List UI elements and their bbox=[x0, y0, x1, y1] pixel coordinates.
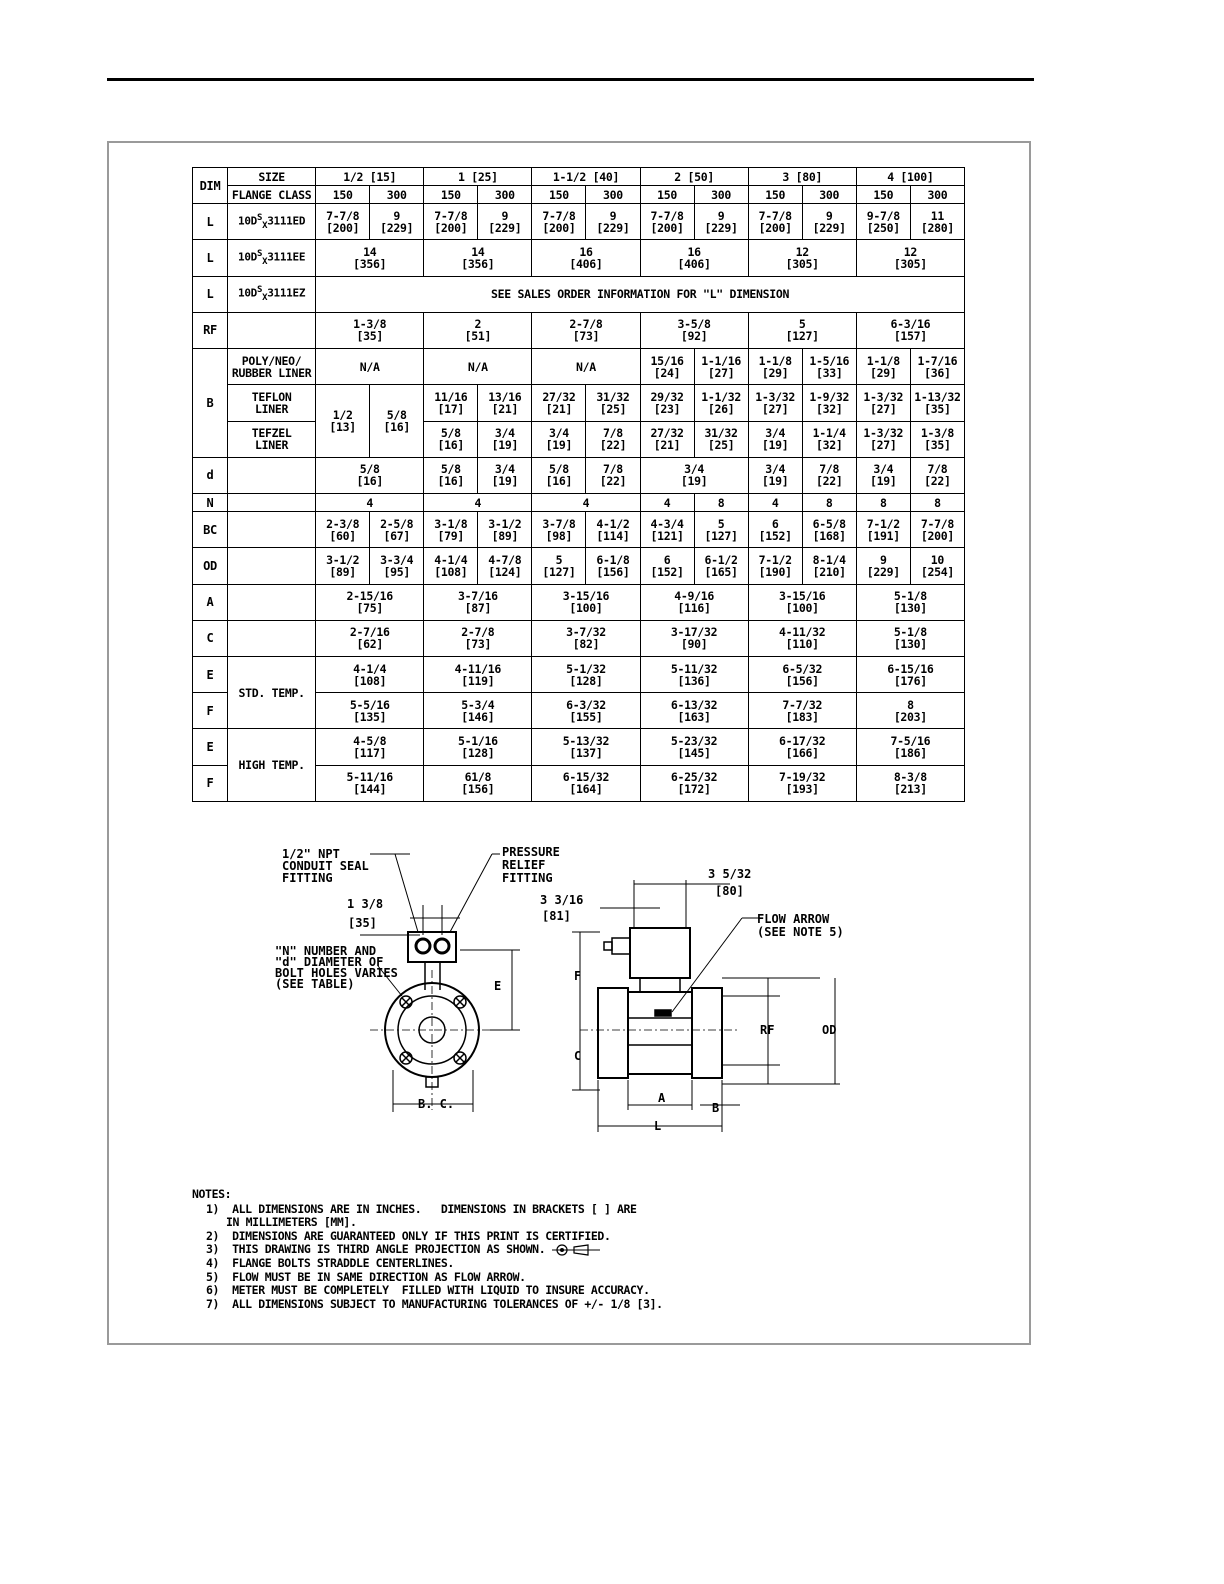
value-cell: 6-15/32 [164] bbox=[532, 765, 640, 801]
value-cell: 5/8 [16] bbox=[424, 457, 478, 493]
value-cell: 10 [254] bbox=[910, 548, 964, 584]
dimension-label: [35] bbox=[348, 916, 377, 930]
value-cell: 8 bbox=[694, 493, 748, 511]
third-angle-projection-icon bbox=[552, 1244, 600, 1256]
value-cell: 5-11/32 [136] bbox=[640, 656, 748, 692]
value-cell: 5/8 [16] bbox=[370, 385, 424, 457]
dimension-label: 3 5/32 bbox=[708, 867, 752, 881]
value-cell: 8 bbox=[910, 493, 964, 511]
value-cell: 3-5/8 [92] bbox=[640, 312, 748, 348]
relief-fitting-label: PRESSURE bbox=[502, 845, 560, 859]
value-cell: 3-7/16 [87] bbox=[424, 584, 532, 620]
value-cell: 7/8 [22] bbox=[586, 421, 640, 457]
value-cell: 9 [229] bbox=[478, 204, 532, 240]
value-cell: 14 [356] bbox=[316, 240, 424, 276]
value-cell: 1-1/16 [27] bbox=[694, 349, 748, 385]
class-cell: 300 bbox=[586, 186, 640, 204]
top-rule bbox=[107, 78, 1034, 81]
value-cell: 4 bbox=[316, 493, 424, 511]
size-cell: 4 [100] bbox=[856, 168, 964, 186]
value-cell: 4-3/4 [121] bbox=[640, 512, 694, 548]
empty-cell bbox=[228, 584, 316, 620]
value-cell: 14 [356] bbox=[424, 240, 532, 276]
bc-row bbox=[193, 512, 965, 548]
value-cell: 5-3/4 [146] bbox=[424, 693, 532, 729]
value-cell: 1-3/8 [35] bbox=[910, 421, 964, 457]
empty-cell bbox=[228, 620, 316, 656]
value-cell: 3-7/32 [82] bbox=[532, 620, 640, 656]
value-cell: 4-7/8 [124] bbox=[478, 548, 532, 584]
empty-cell bbox=[228, 312, 316, 348]
value-cell: 4 bbox=[748, 493, 802, 511]
value-cell: 6-5/8 [168] bbox=[802, 512, 856, 548]
value-cell: 5-11/16 [144] bbox=[316, 765, 424, 801]
value-cell: 5/8 [16] bbox=[316, 457, 424, 493]
value-cell: 3-1/2 [89] bbox=[478, 512, 532, 548]
dim-label: E bbox=[193, 729, 228, 765]
e-high-row bbox=[193, 729, 965, 765]
value-cell: 3-1/2 [89] bbox=[316, 548, 370, 584]
dim-label: N bbox=[193, 493, 228, 511]
value-cell: 5-1/32 [128] bbox=[532, 656, 640, 692]
value-cell: N/A bbox=[316, 349, 424, 385]
value-cell: 4-9/16 [116] bbox=[640, 584, 748, 620]
dimension-label: B bbox=[712, 1101, 720, 1115]
value-cell: 5-1/16 [128] bbox=[424, 729, 532, 765]
l-ee-row bbox=[193, 240, 965, 276]
value-cell: 8 bbox=[802, 493, 856, 511]
value-cell: 9 [229] bbox=[856, 548, 910, 584]
value-cell: 6-3/16 [157] bbox=[856, 312, 964, 348]
value-cell: 4 bbox=[424, 493, 532, 511]
class-cell: 150 bbox=[532, 186, 586, 204]
model-label: $10D^S_X3111EE$ bbox=[228, 240, 316, 276]
value-cell: 3/4 [19] bbox=[532, 421, 586, 457]
dimension-label: OD bbox=[822, 1023, 837, 1037]
dim-label: BC bbox=[193, 512, 228, 548]
value-cell: 7/8 [22] bbox=[910, 457, 964, 493]
notes-heading: NOTES: bbox=[192, 1187, 232, 1201]
flowmeter-drawing bbox=[260, 840, 880, 1150]
value-cell: 1-3/32 [27] bbox=[856, 385, 910, 421]
value-cell: 7-19/32 [193] bbox=[748, 765, 856, 801]
value-cell: 6-3/32 [155] bbox=[532, 693, 640, 729]
a-row bbox=[193, 584, 965, 620]
note-item: 6) METER MUST BE COMPLETELY FILLED WITH LIQUID TO INSURE ACCURACY. bbox=[206, 1283, 650, 1298]
value-cell: 7-1/2 [190] bbox=[748, 548, 802, 584]
value-cell: 2-7/16 [62] bbox=[316, 620, 424, 656]
b-teflon-row bbox=[193, 385, 965, 421]
value-cell: 1-1/32 [26] bbox=[694, 385, 748, 421]
c-row bbox=[193, 620, 965, 656]
class-cell: 300 bbox=[802, 186, 856, 204]
note-item: 7) ALL DIMENSIONS SUBJECT TO MANUFACTURING TOLERANCES OF +/- 1/8 [3]. bbox=[206, 1296, 663, 1311]
value-cell: 1-3/8 [35] bbox=[316, 312, 424, 348]
value-cell: 11/16 [17] bbox=[424, 385, 478, 421]
value-cell: 7-7/8 [200] bbox=[532, 204, 586, 240]
dim-label: E bbox=[193, 656, 228, 692]
value-cell: 8 [203] bbox=[856, 693, 964, 729]
value-cell: 12 [305] bbox=[856, 240, 964, 276]
value-cell: 31/32 [25] bbox=[694, 421, 748, 457]
value-cell: 5/8 [16] bbox=[424, 421, 478, 457]
value-cell: N/A bbox=[532, 349, 640, 385]
std-temp-label: STD. TEMP. bbox=[228, 656, 316, 728]
value-cell: 3-7/8 [98] bbox=[532, 512, 586, 548]
value-cell: 1-5/16 [33] bbox=[802, 349, 856, 385]
value-cell: 2-5/8 [67] bbox=[370, 512, 424, 548]
value-cell: 3/4 [19] bbox=[640, 457, 748, 493]
dimension-label: L bbox=[654, 1119, 662, 1133]
class-cell: 300 bbox=[478, 186, 532, 204]
dimension-label: F bbox=[574, 969, 582, 983]
flange-class-header: FLANGE CLASS bbox=[228, 186, 316, 204]
dim-label: L bbox=[193, 240, 228, 276]
value-cell: 61/8 [156] bbox=[424, 765, 532, 801]
model-label: $10D^S_X3111EZ$ bbox=[228, 276, 316, 312]
class-cell: 300 bbox=[370, 186, 424, 204]
value-cell: 31/32 [25] bbox=[586, 385, 640, 421]
class-cell: 150 bbox=[640, 186, 694, 204]
value-cell: 3-15/16 [100] bbox=[532, 584, 640, 620]
value-cell: 3-3/4 [95] bbox=[370, 548, 424, 584]
dimension-label: [81] bbox=[542, 909, 571, 923]
value-cell: 6-1/2 [165] bbox=[694, 548, 748, 584]
value-cell: 6-17/32 [166] bbox=[748, 729, 856, 765]
high-temp-label: HIGH TEMP. bbox=[228, 729, 316, 802]
dimension-table bbox=[192, 167, 965, 802]
value-cell: 1-13/32 [35] bbox=[910, 385, 964, 421]
liner-label: POLY/NEO/ RUBBER LINER bbox=[228, 349, 316, 385]
dimension-label: [80] bbox=[715, 884, 744, 898]
value-cell: 6-5/32 [156] bbox=[748, 656, 856, 692]
note-item: 1) ALL DIMENSIONS ARE IN INCHES. DIMENSIONS IN BRACKETS [ ] ARE bbox=[206, 1201, 637, 1216]
dim-label: L bbox=[193, 276, 228, 312]
value-cell: 7-7/8 [200] bbox=[424, 204, 478, 240]
od-row bbox=[193, 548, 965, 584]
value-cell: 1-9/32 [32] bbox=[802, 385, 856, 421]
bolt-holes-label: "N" NUMBER AND bbox=[275, 944, 377, 958]
note-item: 5) FLOW MUST BE IN SAME DIRECTION AS FLOW ARROW. bbox=[206, 1269, 526, 1284]
value-cell: 4-1/4 [108] bbox=[316, 656, 424, 692]
value-cell: 29/32 [23] bbox=[640, 385, 694, 421]
value-cell: 3/4 [19] bbox=[478, 421, 532, 457]
empty-cell bbox=[228, 512, 316, 548]
value-cell: 2-3/8 [60] bbox=[316, 512, 370, 548]
dimension-label: E bbox=[494, 979, 502, 993]
value-cell: 2-7/8 [73] bbox=[532, 312, 640, 348]
value-cell: 6 [152] bbox=[748, 512, 802, 548]
n-row bbox=[193, 493, 965, 511]
value-cell: N/A bbox=[424, 349, 532, 385]
value-cell: 27/32 [21] bbox=[532, 385, 586, 421]
empty-cell bbox=[228, 457, 316, 493]
dimension-label: C bbox=[574, 1049, 582, 1063]
value-cell: 5 [127] bbox=[748, 312, 856, 348]
bolt-holes-label: (SEE TABLE) bbox=[275, 977, 355, 991]
value-cell: 13/16 [21] bbox=[478, 385, 532, 421]
size-cell: 1/2 [15] bbox=[316, 168, 424, 186]
dimension-label: B. C. bbox=[418, 1097, 455, 1111]
conduit-fitting-label: 1/2" NPT bbox=[282, 847, 340, 861]
dim-label: B bbox=[193, 349, 228, 458]
note-item: 3) THIS DRAWING IS THIRD ANGLE PROJECTION AS SHOWN. bbox=[192, 1243, 892, 1257]
value-cell: 6-15/16 [176] bbox=[856, 656, 964, 692]
value-cell: 16 [406] bbox=[532, 240, 640, 276]
value-cell: 5-1/8 [130] bbox=[856, 620, 964, 656]
value-cell: 15/16 [24] bbox=[640, 349, 694, 385]
value-cell: 6 [152] bbox=[640, 548, 694, 584]
value-cell: 3/4 [19] bbox=[748, 421, 802, 457]
conduit-fitting-label: CONDUIT SEAL bbox=[282, 859, 369, 873]
relief-fitting-label: RELIEF bbox=[502, 858, 546, 872]
value-cell: 7/8 [22] bbox=[802, 457, 856, 493]
value-cell: 4-5/8 [117] bbox=[316, 729, 424, 765]
note-item: 4) FLANGE BOLTS STRADDLE CENTERLINES. bbox=[206, 1255, 454, 1270]
value-cell: 5/8 [16] bbox=[532, 457, 586, 493]
l-ed-row bbox=[193, 204, 965, 240]
note-item: 2) DIMENSIONS ARE GUARANTEED ONLY IF THIS PRINT IS CERTIFIED. bbox=[206, 1228, 611, 1243]
bolt-holes-label: "d" DIAMETER OF bbox=[275, 955, 384, 969]
value-cell: 8-1/4 [210] bbox=[802, 548, 856, 584]
dim-label: F bbox=[193, 765, 228, 801]
flow-arrow-label: (SEE NOTE 5) bbox=[757, 925, 844, 939]
value-cell: 5-1/8 [130] bbox=[856, 584, 964, 620]
value-cell: 8 bbox=[856, 493, 910, 511]
bolt-holes-label: BOLT HOLES VARIES bbox=[275, 966, 398, 980]
dim-label: L bbox=[193, 204, 228, 240]
value-cell: 4-1/2 [114] bbox=[586, 512, 640, 548]
value-cell: 3-1/8 [79] bbox=[424, 512, 478, 548]
value-cell: 7-7/8 [200] bbox=[640, 204, 694, 240]
value-cell: 7-7/8 [200] bbox=[910, 512, 964, 548]
value-cell: 3/4 [19] bbox=[748, 457, 802, 493]
value-cell: 12 [305] bbox=[748, 240, 856, 276]
empty-cell bbox=[228, 493, 316, 511]
value-cell: 2-7/8 [73] bbox=[424, 620, 532, 656]
value-cell: 5-13/32 [137] bbox=[532, 729, 640, 765]
value-cell: 27/32 [21] bbox=[640, 421, 694, 457]
class-cell: 150 bbox=[316, 186, 370, 204]
dimension-label: 3 3/16 bbox=[540, 893, 584, 907]
flange-class-row bbox=[193, 186, 965, 204]
value-cell: 1-1/4 [32] bbox=[802, 421, 856, 457]
value-cell: 7-7/8 [200] bbox=[748, 204, 802, 240]
value-cell: 1-3/32 [27] bbox=[856, 421, 910, 457]
value-cell: 7/8 [22] bbox=[586, 457, 640, 493]
dim-label: RF bbox=[193, 312, 228, 348]
value-cell: 7-1/2 [191] bbox=[856, 512, 910, 548]
value-cell: 4 bbox=[640, 493, 694, 511]
value-cell: 5-5/16 [135] bbox=[316, 693, 424, 729]
empty-cell bbox=[228, 548, 316, 584]
value-cell: 5 [127] bbox=[694, 512, 748, 548]
value-cell: 3/4 [19] bbox=[478, 457, 532, 493]
size-header-row bbox=[193, 168, 965, 186]
value-cell: 9 [229] bbox=[370, 204, 424, 240]
l-ez-row bbox=[193, 276, 965, 312]
value-cell: 7-5/16 [186] bbox=[856, 729, 964, 765]
e-std-row bbox=[193, 656, 965, 692]
dim-label: d bbox=[193, 457, 228, 493]
value-cell: 1-3/32 [27] bbox=[748, 385, 802, 421]
size-cell: 1 [25] bbox=[424, 168, 532, 186]
class-cell: 150 bbox=[856, 186, 910, 204]
liner-label: TEFZEL LINER bbox=[228, 421, 316, 457]
size-cell: 1-1/2 [40] bbox=[532, 168, 640, 186]
dimension-label: RF bbox=[760, 1023, 775, 1037]
value-cell: 1-1/8 [29] bbox=[856, 349, 910, 385]
size-cell: 2 [50] bbox=[640, 168, 748, 186]
value-cell: 1-7/16 [36] bbox=[910, 349, 964, 385]
dim-label: OD bbox=[193, 548, 228, 584]
liner-label: TEFLON LINER bbox=[228, 385, 316, 421]
value-cell: 9-7/8 [250] bbox=[856, 204, 910, 240]
model-label: $10D^S_X3111ED$ bbox=[228, 204, 316, 240]
b-tefzel-row bbox=[193, 421, 965, 457]
value-cell: 4 bbox=[532, 493, 640, 511]
value-cell: 1-1/8 [29] bbox=[748, 349, 802, 385]
value-cell: 11 [280] bbox=[910, 204, 964, 240]
dim-label: A bbox=[193, 584, 228, 620]
sales-order-note: SEE SALES ORDER INFORMATION FOR "L" DIMENSION bbox=[316, 276, 965, 312]
value-cell: 1/2 [13] bbox=[316, 385, 370, 457]
class-cell: 300 bbox=[694, 186, 748, 204]
dim-header: DIM bbox=[193, 168, 228, 204]
class-cell: 300 bbox=[910, 186, 964, 204]
value-cell: 6-25/32 [172] bbox=[640, 765, 748, 801]
value-cell: 6-13/32 [163] bbox=[640, 693, 748, 729]
value-cell: 4-11/16 [119] bbox=[424, 656, 532, 692]
value-cell: 9 [229] bbox=[586, 204, 640, 240]
size-cell: 3 [80] bbox=[748, 168, 856, 186]
class-cell: 150 bbox=[424, 186, 478, 204]
d-row bbox=[193, 457, 965, 493]
flow-arrow-label: FLOW ARROW bbox=[757, 912, 830, 926]
value-cell: 3-15/16 [100] bbox=[748, 584, 856, 620]
dimension-label: A bbox=[658, 1091, 666, 1105]
value-cell: 2-15/16 [75] bbox=[316, 584, 424, 620]
conduit-fitting-label: FITTING bbox=[282, 871, 333, 885]
b-poly-row bbox=[193, 349, 965, 385]
note-item: IN MILLIMETERS [MM]. bbox=[226, 1215, 357, 1230]
dim-label: F bbox=[193, 693, 228, 729]
notes-block bbox=[192, 1188, 892, 1311]
value-cell: 8-3/8 [213] bbox=[856, 765, 964, 801]
value-cell: 5-23/32 [145] bbox=[640, 729, 748, 765]
value-cell: 7-7/32 [183] bbox=[748, 693, 856, 729]
dimension-label: 1 3/8 bbox=[347, 897, 384, 911]
relief-fitting-label: FITTING bbox=[502, 871, 553, 885]
value-cell: 4-11/32 [110] bbox=[748, 620, 856, 656]
value-cell: 5 [127] bbox=[532, 548, 586, 584]
class-cell: 150 bbox=[748, 186, 802, 204]
value-cell: 7-7/8 [200] bbox=[316, 204, 370, 240]
value-cell: 4-1/4 [108] bbox=[424, 548, 478, 584]
rf-row bbox=[193, 312, 965, 348]
size-header: SIZE bbox=[228, 168, 316, 186]
value-cell: 9 [229] bbox=[802, 204, 856, 240]
value-cell: 9 [229] bbox=[694, 204, 748, 240]
value-cell: 16 [406] bbox=[640, 240, 748, 276]
value-cell: 6-1/8 [156] bbox=[586, 548, 640, 584]
value-cell: 3/4 [19] bbox=[856, 457, 910, 493]
value-cell: 2 [51] bbox=[424, 312, 532, 348]
value-cell: 3-17/32 [90] bbox=[640, 620, 748, 656]
dim-label: C bbox=[193, 620, 228, 656]
